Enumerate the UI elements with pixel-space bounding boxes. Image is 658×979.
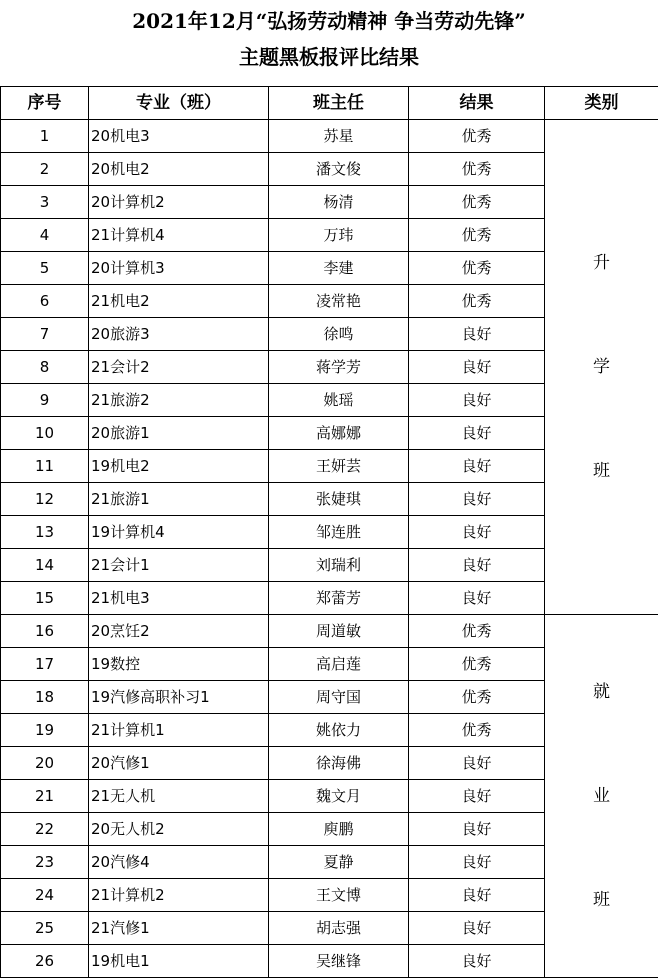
row-teacher: 万玮 [269, 219, 409, 252]
row-teacher: 潘文俊 [269, 153, 409, 186]
row-teacher: 姚依力 [269, 714, 409, 747]
row-major: 21机电2 [89, 285, 269, 318]
table-row [1, 120, 658, 153]
row-major: 21计算机1 [89, 714, 269, 747]
row-major: 19数控 [89, 648, 269, 681]
row-result: 优秀 [409, 681, 545, 714]
row-major: 20汽修1 [89, 747, 269, 780]
row-index: 7 [1, 318, 89, 351]
row-index: 6 [1, 285, 89, 318]
header-major: 专业（班） [89, 87, 269, 120]
row-result: 良好 [409, 813, 545, 846]
header-category: 类别 [545, 87, 658, 120]
row-result: 良好 [409, 549, 545, 582]
row-index: 2 [1, 153, 89, 186]
row-result: 良好 [409, 417, 545, 450]
row-index: 21 [1, 780, 89, 813]
row-teacher: 高启莲 [269, 648, 409, 681]
row-result: 优秀 [409, 120, 545, 153]
row-index: 25 [1, 912, 89, 945]
row-teacher: 高娜娜 [269, 417, 409, 450]
row-major: 19机电1 [89, 945, 269, 978]
row-result: 优秀 [409, 252, 545, 285]
row-index: 10 [1, 417, 89, 450]
document-title-line1: 2021年12月“弘扬劳动精神 争当劳动先锋” [132, 9, 526, 33]
header-result: 结果 [409, 87, 545, 120]
row-major: 20计算机3 [89, 252, 269, 285]
category-char: 学 [593, 357, 610, 377]
results-table [0, 86, 658, 978]
row-index: 22 [1, 813, 89, 846]
row-index: 3 [1, 186, 89, 219]
row-major: 20计算机2 [89, 186, 269, 219]
row-major: 20旅游1 [89, 417, 269, 450]
category-cell [545, 615, 658, 978]
header-index: 序号 [1, 87, 89, 120]
row-teacher: 杨清 [269, 186, 409, 219]
row-result: 良好 [409, 582, 545, 615]
row-index: 20 [1, 747, 89, 780]
row-index: 17 [1, 648, 89, 681]
row-index: 4 [1, 219, 89, 252]
header-teacher: 班主任 [269, 87, 409, 120]
row-teacher: 凌常艳 [269, 285, 409, 318]
row-result: 优秀 [409, 153, 545, 186]
category-cell [545, 120, 658, 615]
row-teacher: 李建 [269, 252, 409, 285]
row-result: 良好 [409, 384, 545, 417]
row-index: 5 [1, 252, 89, 285]
row-teacher: 庾鹏 [269, 813, 409, 846]
row-teacher: 蒋学芳 [269, 351, 409, 384]
row-teacher: 郑蕾芳 [269, 582, 409, 615]
row-result: 良好 [409, 351, 545, 384]
row-teacher: 邹连胜 [269, 516, 409, 549]
row-result: 良好 [409, 879, 545, 912]
row-major: 21会计2 [89, 351, 269, 384]
row-teacher: 周守国 [269, 681, 409, 714]
row-teacher: 周道敏 [269, 615, 409, 648]
row-result: 良好 [409, 747, 545, 780]
row-major: 19机电2 [89, 450, 269, 483]
row-index: 8 [1, 351, 89, 384]
row-teacher: 徐海佛 [269, 747, 409, 780]
row-major: 21计算机4 [89, 219, 269, 252]
row-teacher: 刘瑞利 [269, 549, 409, 582]
row-result: 优秀 [409, 219, 545, 252]
row-teacher: 胡志强 [269, 912, 409, 945]
category-char: 班 [593, 461, 610, 481]
row-major: 20烹饪2 [89, 615, 269, 648]
row-result: 良好 [409, 318, 545, 351]
row-index: 24 [1, 879, 89, 912]
row-teacher: 姚瑶 [269, 384, 409, 417]
category-char: 升 [593, 253, 610, 273]
row-result: 良好 [409, 450, 545, 483]
table-row [1, 615, 658, 648]
row-major: 21无人机 [89, 780, 269, 813]
document-title-line2: 主题黑板报评比结果 [239, 45, 419, 69]
row-index: 16 [1, 615, 89, 648]
table-body [1, 120, 658, 978]
row-index: 26 [1, 945, 89, 978]
row-teacher: 苏星 [269, 120, 409, 153]
row-major: 20机电3 [89, 120, 269, 153]
row-major: 20无人机2 [89, 813, 269, 846]
category-char: 就 [593, 682, 610, 702]
row-major: 21会计1 [89, 549, 269, 582]
row-major: 21汽修1 [89, 912, 269, 945]
row-result: 良好 [409, 846, 545, 879]
row-index: 19 [1, 714, 89, 747]
row-result: 优秀 [409, 285, 545, 318]
row-teacher: 王文博 [269, 879, 409, 912]
row-index: 9 [1, 384, 89, 417]
row-index: 1 [1, 120, 89, 153]
row-major: 21机电3 [89, 582, 269, 615]
row-result: 良好 [409, 780, 545, 813]
row-index: 12 [1, 483, 89, 516]
row-result: 优秀 [409, 714, 545, 747]
row-teacher: 夏静 [269, 846, 409, 879]
category-char: 班 [593, 890, 610, 910]
row-index: 18 [1, 681, 89, 714]
row-teacher: 王妍芸 [269, 450, 409, 483]
row-result: 良好 [409, 912, 545, 945]
category-char: 业 [593, 786, 610, 806]
row-teacher: 张婕琪 [269, 483, 409, 516]
row-index: 14 [1, 549, 89, 582]
row-major: 21旅游1 [89, 483, 269, 516]
row-index: 23 [1, 846, 89, 879]
row-index: 13 [1, 516, 89, 549]
row-major: 20机电2 [89, 153, 269, 186]
row-teacher: 徐鸣 [269, 318, 409, 351]
row-teacher: 吴继锋 [269, 945, 409, 978]
row-index: 11 [1, 450, 89, 483]
row-result: 良好 [409, 516, 545, 549]
row-major: 20旅游3 [89, 318, 269, 351]
row-result: 优秀 [409, 186, 545, 219]
row-result: 良好 [409, 483, 545, 516]
row-major: 21计算机2 [89, 879, 269, 912]
row-teacher: 魏文月 [269, 780, 409, 813]
row-result: 优秀 [409, 615, 545, 648]
row-result: 优秀 [409, 648, 545, 681]
row-index: 15 [1, 582, 89, 615]
table-header-row [1, 87, 658, 120]
row-major: 20汽修4 [89, 846, 269, 879]
row-major: 21旅游2 [89, 384, 269, 417]
row-major: 19汽修高职补习1 [89, 681, 269, 714]
row-major: 19计算机4 [89, 516, 269, 549]
row-result: 良好 [409, 945, 545, 978]
